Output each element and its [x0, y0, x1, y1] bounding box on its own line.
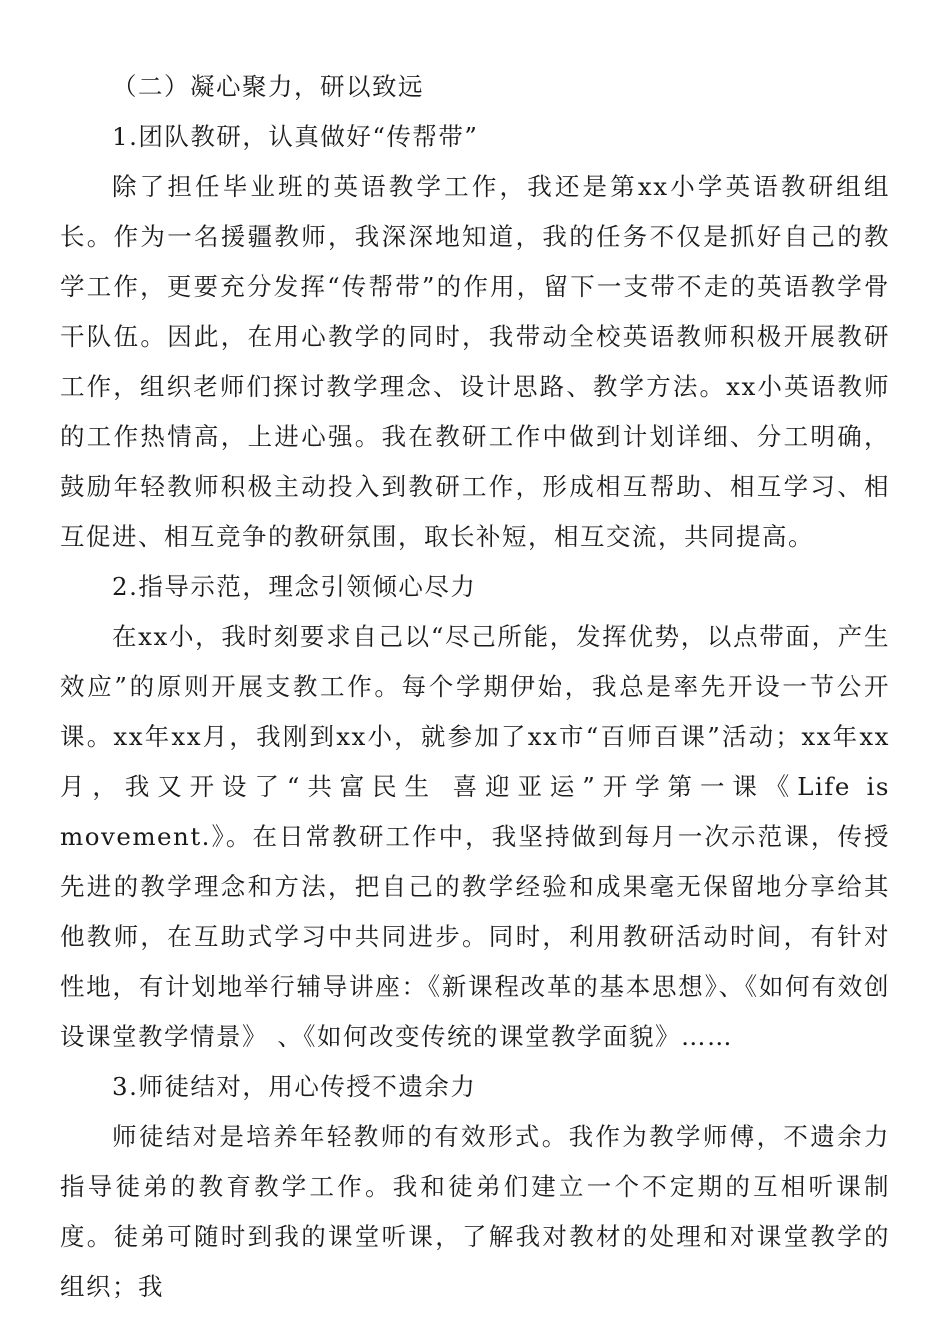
document-body — [60, 62, 890, 1312]
item-paragraph-2: 在xx小，我时刻要求自己以“尽己所能，发挥优势，以点带面，产生效应”的原则开展支教工作。每个学期伊始，我总是率先开设一节公开课。xx年xx月，我刚到xx小，就参加了xx市“百师百课”活动；xx年xx月，我又开设了“共富民生 喜迎亚运”开学第一课《Life is movement.》。在日常教研工作中，我坚持做到每月一次示范课，传授先进的教学理念和方法，把自己的教学经验和成果毫无保留地分享给其他教师，在互助式学习中共同进步。同时，利用教研活动时间，有针对性地，有计划地举行辅导讲座：《新课程改革的基本思想》、《如何有效创设课堂教学情景》 、《如何改变传统的课堂教学面貌》…… — [60, 622, 890, 1051]
section-heading: （二）凝心聚力，研以致远 — [112, 72, 424, 101]
item-paragraph-1: 除了担任毕业班的英语教学工作，我还是第xx小学英语教研组组长。作为一名援疆教师，我深深地知道，我的任务不仅是抓好自己的教学工作，更要充分发挥“传帮带”的作用，留下一支带不走的英语教学骨干队伍。因此，在用心教学的同时，我带动全校英语教师积极开展教研工作，组织老师们探讨教学理念、设计思路、教学方法。xx小英语教师的工作热情高，上进心强。我在教研工作中做到计划详细、分工明确，鼓励年轻教师积极主动投入到教研工作，形成相互帮助、相互学习、相互促进、相互竞争的教研氛围，取长补短，相互交流，共同提高。 — [60, 172, 890, 551]
item-heading-3: 3.师徒结对，用心传授不遗余力 — [112, 1072, 477, 1101]
item-heading-2: 2.指导示范，理念引领倾心尽力 — [112, 572, 477, 601]
item-heading-1: 1.团队教研，认真做好“传帮带” — [112, 122, 479, 151]
item-paragraph-3: 师徒结对是培养年轻教师的有效形式。我作为教学师傅，不遗余力指导徒弟的教育教学工作。我和徒弟们建立一个不定期的互相听课制度。徒弟可随时到我的课堂听课，了解我对教材的处理和对课堂教学的组织；我 — [60, 1122, 890, 1301]
